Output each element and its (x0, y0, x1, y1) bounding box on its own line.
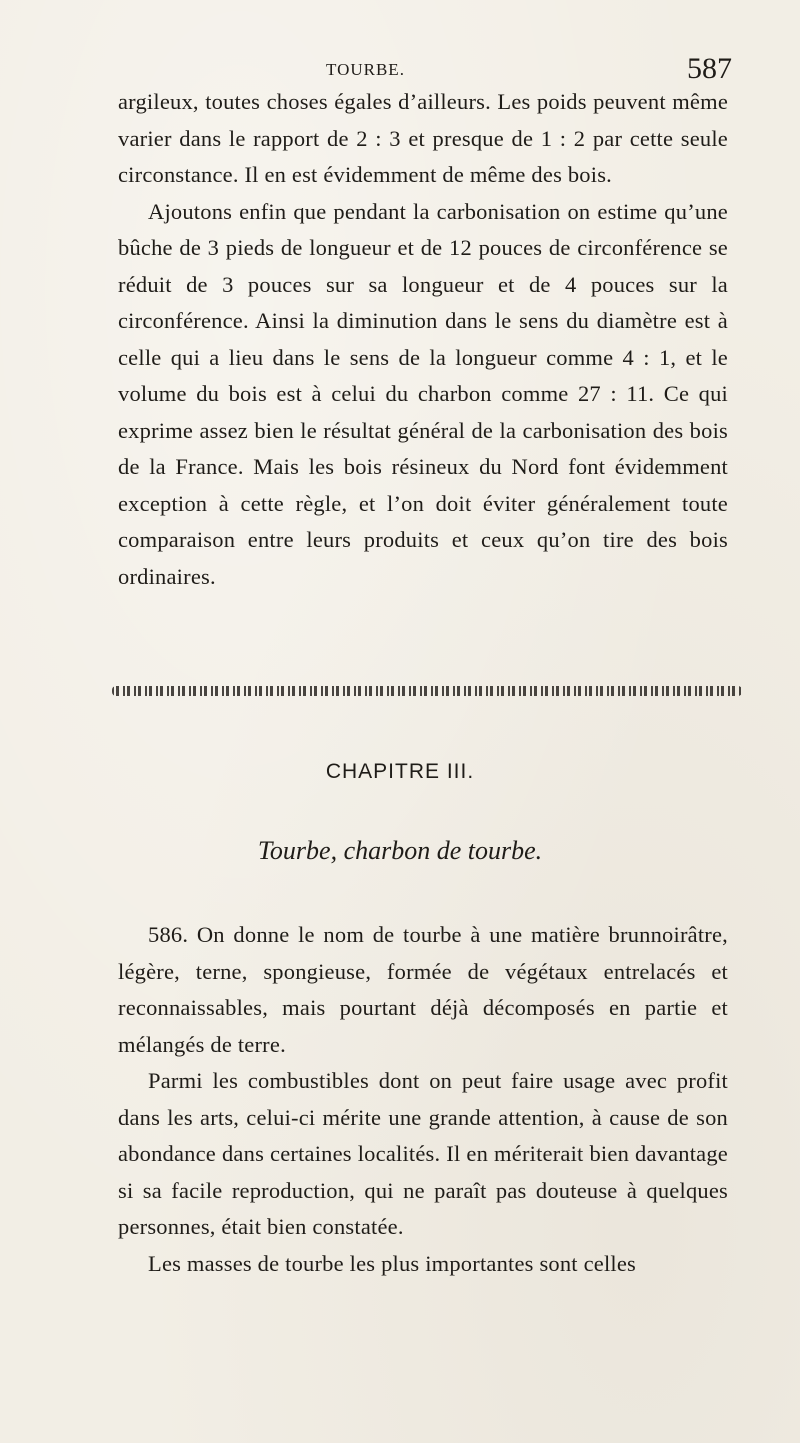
paragraph: argileux, toutes choses égales d’ailleurs. Les poids peuvent même varier dans le rapport de 2 : 3 et presque de 1 : 2 par cette seule circonstance. Il en est évidemment de même des bois. (118, 89, 728, 187)
chapter-subtitle: Tourbe, charbon de tourbe. (257, 836, 543, 865)
paragraph: Les masses de tourbe les plus importantes sont celles (148, 1250, 636, 1276)
paragraph: Parmi les combustibles dont on peut faire usage avec profit dans les arts, celui-ci mérite une grande attention, à cause de son abondance dans certaines localités. Il en mériterait bien davantage si sa facile reproduction, qui ne paraît pas douteuse à quelques personnes, était bien constatée. (118, 1068, 728, 1239)
decorative-rule (112, 686, 742, 696)
chapter-title: CHAPITRE III. (325, 760, 475, 783)
paragraph: 586. On donne le nom de tourbe à une matière brunnoirâtre, légère, terne, spongieuse, formée de végétaux entrelacés et reconnaissables, mais pourtant déjà décomposés en partie et mélangés de terre. (118, 922, 728, 1057)
text-block-before-chapter (118, 84, 728, 595)
text-block-chapter-body (118, 917, 728, 1282)
running-head: TOURBE. (326, 60, 405, 79)
page-number: 587 (687, 52, 732, 85)
paragraph: Ajoutons enfin que pendant la carbonisation on estime qu’une bûche de 3 pieds de longueur et de 12 pouces de circonférence se réduit de 3 pouces sur sa longueur et de 4 pouces sur la circonférence. Ainsi la diminution dans le sens du diamètre est à celle qui a lieu dans le sens de la longueur comme 4 : 1, et le volume du bois est à celui du charbon comme 27 : 11. Ce qui exprime assez bien le résultat général de la carbonisation des bois de la France. Mais les bois résineux du Nord font évidemment exception à cette règle, et l’on doit éviter généralement toute comparaison entre leurs produits et ceux qu’on tire des bois ordinaires. (118, 198, 728, 589)
